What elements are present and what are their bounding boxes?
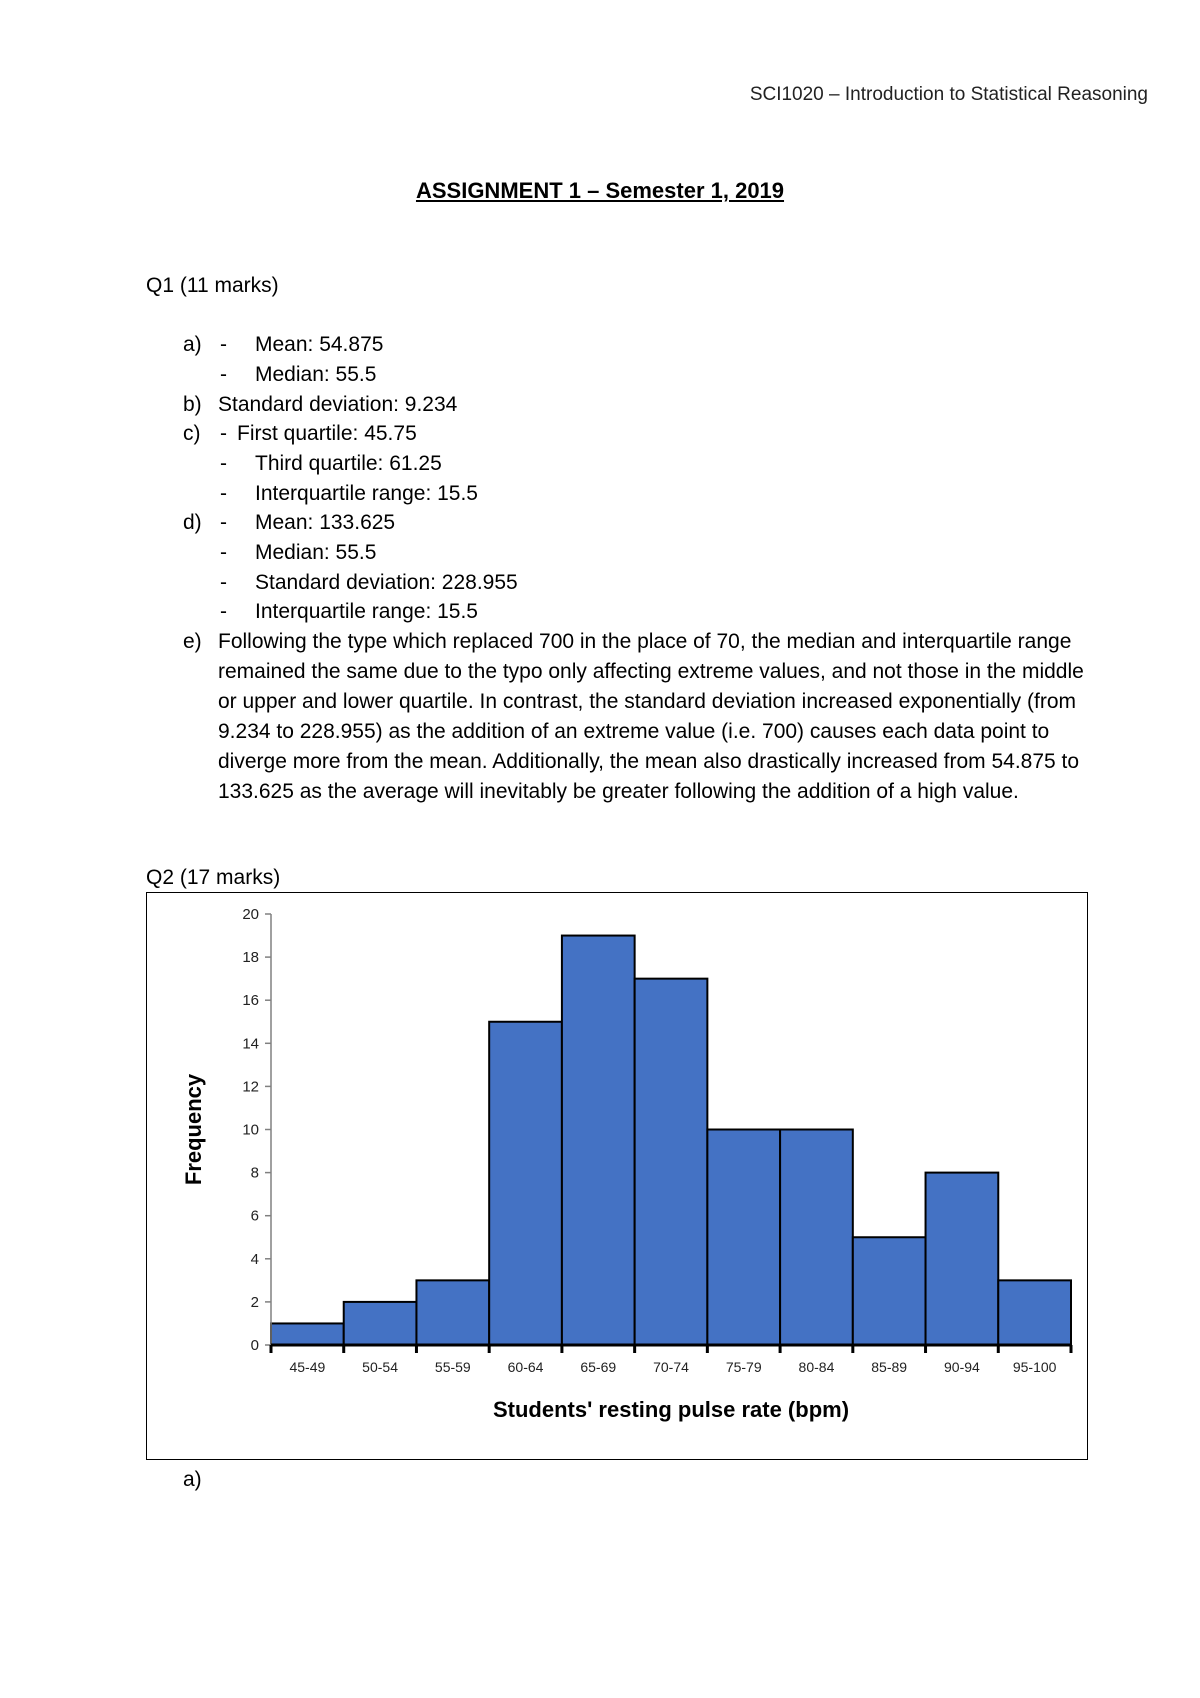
q1-b-label: b) bbox=[183, 393, 202, 416]
q1-d-mean: Mean: 133.625 bbox=[255, 511, 396, 534]
histogram-chart bbox=[146, 892, 1088, 1460]
y-tick-label: 12 bbox=[242, 1078, 259, 1096]
x-tick-label: 65-69 bbox=[580, 1359, 617, 1375]
x-tick-label: 80-84 bbox=[798, 1359, 835, 1375]
dash-bullet: - bbox=[220, 600, 227, 623]
dash-bullet: - bbox=[220, 571, 227, 594]
q1-c-label: c) bbox=[183, 422, 201, 445]
dash-bullet: - bbox=[220, 333, 227, 356]
x-tick-label: 70-74 bbox=[653, 1359, 689, 1375]
histogram-bar bbox=[489, 1022, 562, 1345]
y-axis-title: Frequency bbox=[181, 1073, 206, 1186]
dash-bullet: - bbox=[220, 422, 227, 445]
histogram-bar bbox=[780, 1130, 853, 1346]
histogram-bar bbox=[416, 1280, 489, 1345]
q1-c-third-quartile: Third quartile: 61.25 bbox=[255, 452, 442, 475]
q1-d-sd: Standard deviation: 228.955 bbox=[255, 571, 518, 594]
q1-b-sd: Standard deviation: 9.234 bbox=[218, 393, 458, 416]
y-tick-label: 0 bbox=[250, 1337, 259, 1354]
y-tick-label: 2 bbox=[250, 1293, 259, 1311]
y-tick-label: 14 bbox=[242, 1035, 259, 1053]
y-tick-label: 4 bbox=[250, 1250, 259, 1268]
q1-d-iqr: Interquartile range: 15.5 bbox=[255, 600, 478, 623]
histogram-bar bbox=[926, 1173, 999, 1345]
y-tick-label: 10 bbox=[242, 1121, 259, 1139]
q1-heading: Q1 (11 marks) bbox=[146, 274, 279, 297]
x-tick-label: 95-100 bbox=[1012, 1359, 1057, 1375]
x-tick-label: 50-54 bbox=[362, 1359, 398, 1375]
dash-bullet: - bbox=[220, 363, 227, 386]
x-tick-label: 85-89 bbox=[871, 1359, 908, 1375]
histogram-bar bbox=[271, 1323, 344, 1345]
q2-heading: Q2 (17 marks) bbox=[146, 866, 281, 889]
q1-a-mean: Mean: 54.875 bbox=[255, 333, 384, 356]
y-tick-label: 16 bbox=[242, 992, 259, 1010]
x-tick-label: 45-49 bbox=[289, 1359, 326, 1375]
q1-a-median: Median: 55.5 bbox=[255, 363, 377, 386]
y-tick-label: 18 bbox=[242, 949, 259, 967]
dash-bullet: - bbox=[220, 482, 227, 505]
x-tick-label: 75-79 bbox=[725, 1359, 762, 1375]
dash-bullet: - bbox=[220, 511, 227, 534]
q1-d-median: Median: 55.5 bbox=[255, 541, 377, 564]
histogram-bar bbox=[853, 1237, 926, 1345]
histogram-bar bbox=[635, 979, 708, 1345]
assignment-title: ASSIGNMENT 1 – Semester 1, 2019 bbox=[415, 178, 785, 203]
histogram-svg bbox=[147, 893, 1087, 1459]
dash-bullet: - bbox=[220, 541, 227, 564]
x-tick-label: 60-64 bbox=[507, 1359, 544, 1375]
histogram-bar bbox=[998, 1280, 1071, 1345]
dash-bullet: - bbox=[220, 452, 227, 475]
q1-e-label: e) bbox=[183, 630, 202, 653]
q1-d-label: d) bbox=[183, 511, 202, 534]
y-tick-label: 6 bbox=[250, 1207, 259, 1225]
course-header: SCI1020 – Introduction to Statistical Reasoning bbox=[749, 84, 1148, 105]
q1-c-first-quartile: First quartile: 45.75 bbox=[237, 422, 417, 445]
histogram-bar bbox=[344, 1302, 417, 1345]
y-tick-label: 8 bbox=[250, 1164, 259, 1182]
q1-e-paragraph: Following the type which replaced 700 in the place of 70, the median and interquartile range remained the same due to the typo only affecting extreme values, and not those in the middle or upper and lower quartile. In contrast, the standard deviation increased exponentially (from 9.234 to 228.955) as the addition of an extreme value (i.e. 700) causes each data point to diverge more from the mean. Additionally, the mean also drastically increased from 54.875 to 133.625 as the average will inevitably be greater following the addition of a high value. bbox=[218, 630, 1084, 803]
x-axis-title: Students' resting pulse rate (bpm) bbox=[492, 1397, 850, 1422]
histogram-bar bbox=[562, 936, 635, 1345]
q2-a-label: a) bbox=[183, 1468, 202, 1491]
x-tick-label: 55-59 bbox=[434, 1359, 471, 1375]
x-tick-label: 90-94 bbox=[944, 1359, 980, 1375]
histogram-bar bbox=[707, 1130, 780, 1346]
q1-c-iqr: Interquartile range: 15.5 bbox=[255, 482, 478, 505]
y-tick-label: 20 bbox=[242, 906, 259, 923]
q1-a-label: a) bbox=[183, 333, 202, 356]
